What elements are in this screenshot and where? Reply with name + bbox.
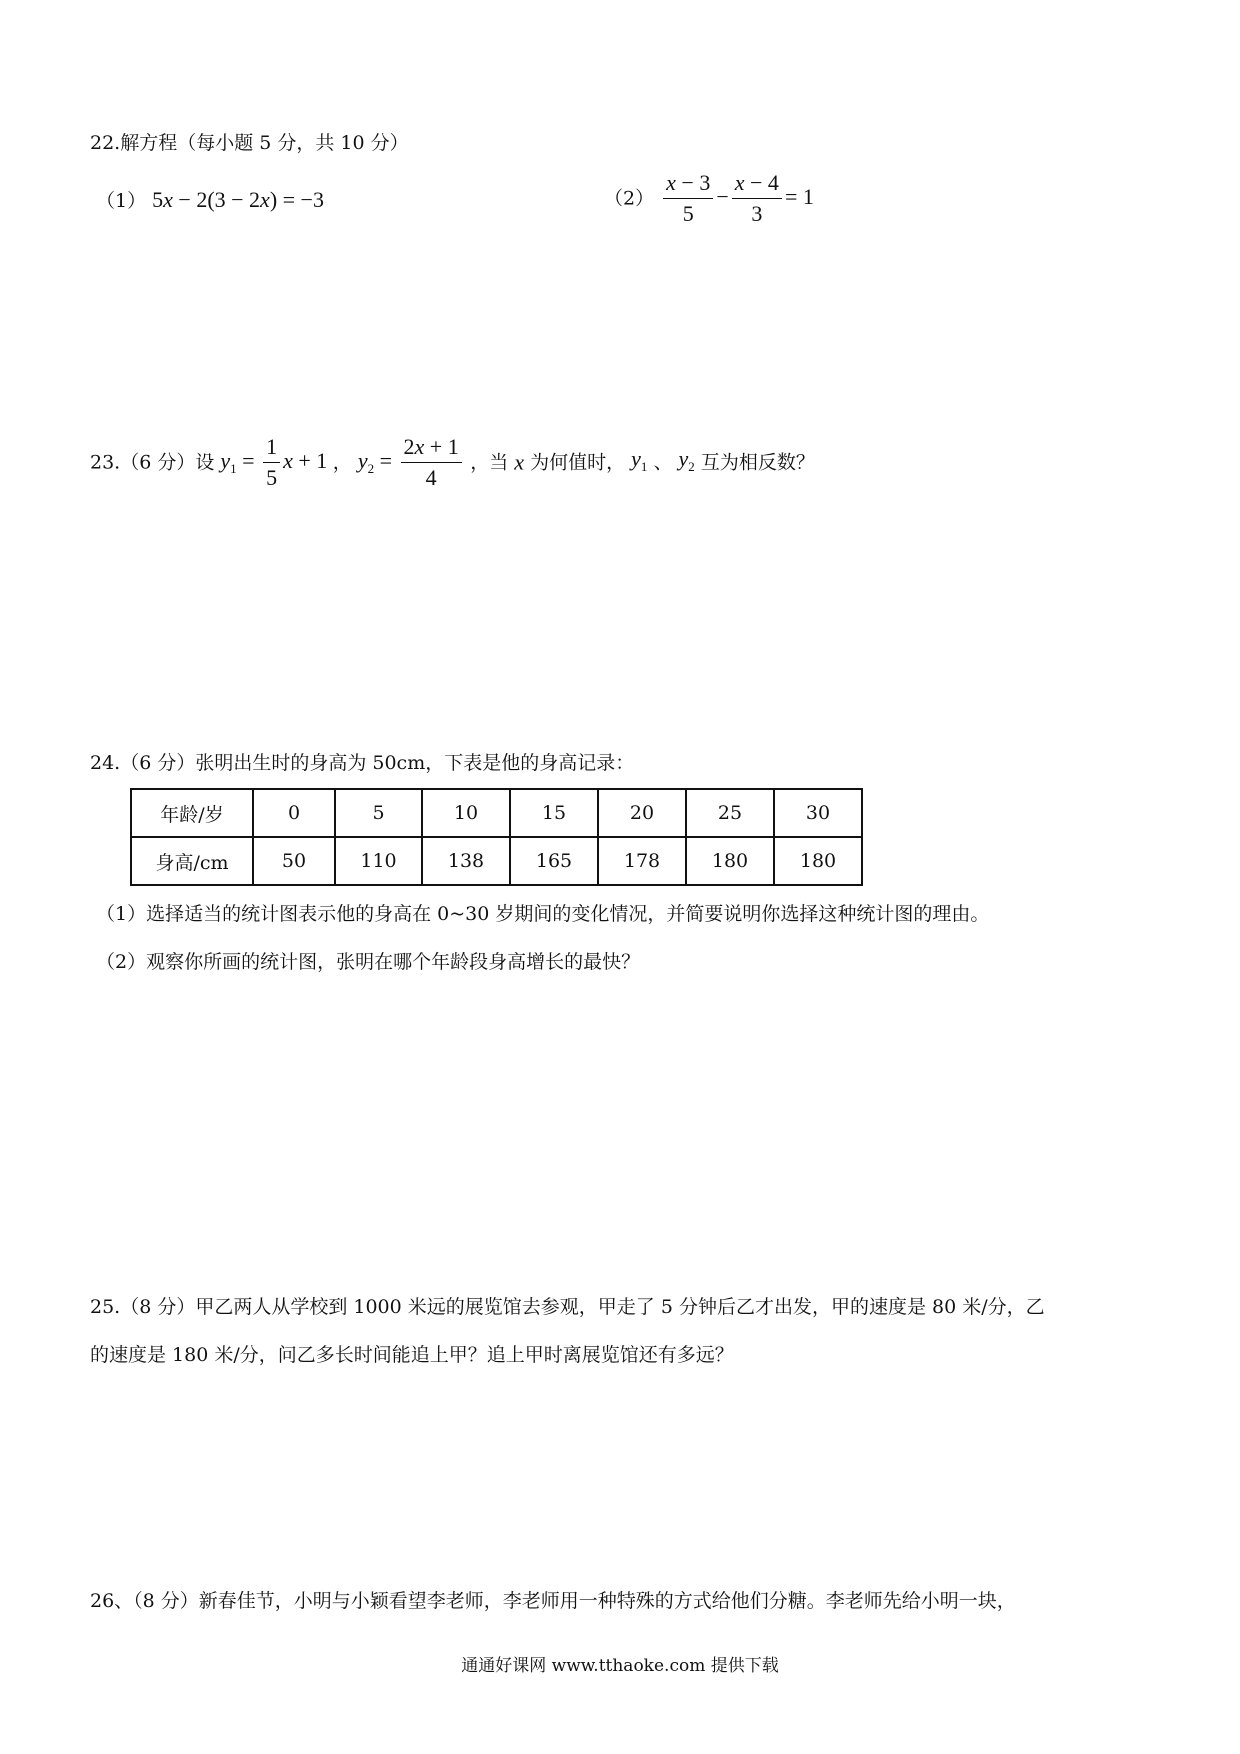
q23-condition: 为何值时， (530, 451, 626, 474)
table-cell: 5 (335, 789, 422, 837)
table-header-height: 身高/cm (131, 837, 253, 885)
q22-equation-2: $\frac{x - 3}{5}$ − $\frac{x - 4}{3}$ = 1 (660, 184, 814, 209)
q22-title: 22.解方程（每小题 5 分，共 10 分） (90, 132, 409, 154)
table-cell: 30 (774, 789, 862, 837)
q22-part2-label: （2） (604, 187, 655, 210)
q23-comma: ， (332, 451, 352, 474)
table-cell: 138 (422, 837, 510, 885)
table-cell: 0 (253, 789, 335, 837)
table-cell: 110 (335, 837, 422, 885)
table-cell: 15 (510, 789, 598, 837)
table-cell: 50 (253, 837, 335, 885)
table-header-age: 年龄/岁 (131, 789, 253, 837)
q23-x-var: x (514, 449, 525, 475)
page-footer: 通通好课网 www.tthaoke.com 提供下载 (461, 1656, 779, 1676)
table-cell: 10 (422, 789, 510, 837)
q23-separator: 、 (653, 451, 673, 474)
q23-y1-expression: $y_1$ = $\frac{1}{5}$ x + 1 (220, 434, 333, 490)
q25-line1: 25.（8 分）甲乙两人从学校到 1000 米远的展览馆去参观，甲走了 5 分钟后乙才出发，甲的速度是 80 米/分，乙 (90, 1296, 1045, 1318)
table-row-height (131, 837, 862, 885)
table-cell: 180 (774, 837, 862, 885)
q23-when: ，当 (470, 451, 509, 474)
q22-part1-label: （1） (96, 190, 147, 212)
q23-y2-expression: $y_2$ = $\frac{2x + 1}{4}$ (358, 448, 470, 473)
q24-intro: 24.（6 分）张明出生时的身高为 50cm，下表是他的身高记录： (90, 752, 635, 774)
table-cell: 25 (686, 789, 774, 837)
q23-y1-var: $y_1$ (631, 445, 648, 474)
table-cell: 178 (598, 837, 686, 885)
table-row-age (131, 789, 862, 837)
q22-part2 (604, 168, 814, 229)
table-cell: 180 (686, 837, 774, 885)
q25-line2: 的速度是 180 米/分，问乙多长时间能追上甲？追上甲时离展览馆还有多远？ (90, 1344, 734, 1366)
q23-prefix: 23.（6 分）设 (90, 451, 215, 474)
q24-part1: （1）选择适当的统计图表示他的身高在 0~30 岁期间的变化情况，并简要说明你选择这种统计图的理由。 (96, 903, 990, 925)
q22-equation-1: 5x − 2(3 − 2x) = −3 (152, 187, 324, 212)
q22-part1 (96, 188, 324, 213)
table-cell: 20 (598, 789, 686, 837)
q26-line1: 26、（8 分）新春佳节，小明与小颖看望李老师，李老师用一种特殊的方式给他们分糖。李老师先给小明一块， (90, 1590, 1016, 1612)
q24-part2: （2）观察你所画的统计图，张明在哪个年龄段身高增长的最快？ (96, 951, 641, 973)
q23-suffix: 互为相反数？ (700, 451, 815, 474)
q23-y2-var: $y_2$ (678, 445, 695, 474)
height-table (130, 788, 863, 886)
q23 (90, 432, 815, 493)
table-cell: 165 (510, 837, 598, 885)
